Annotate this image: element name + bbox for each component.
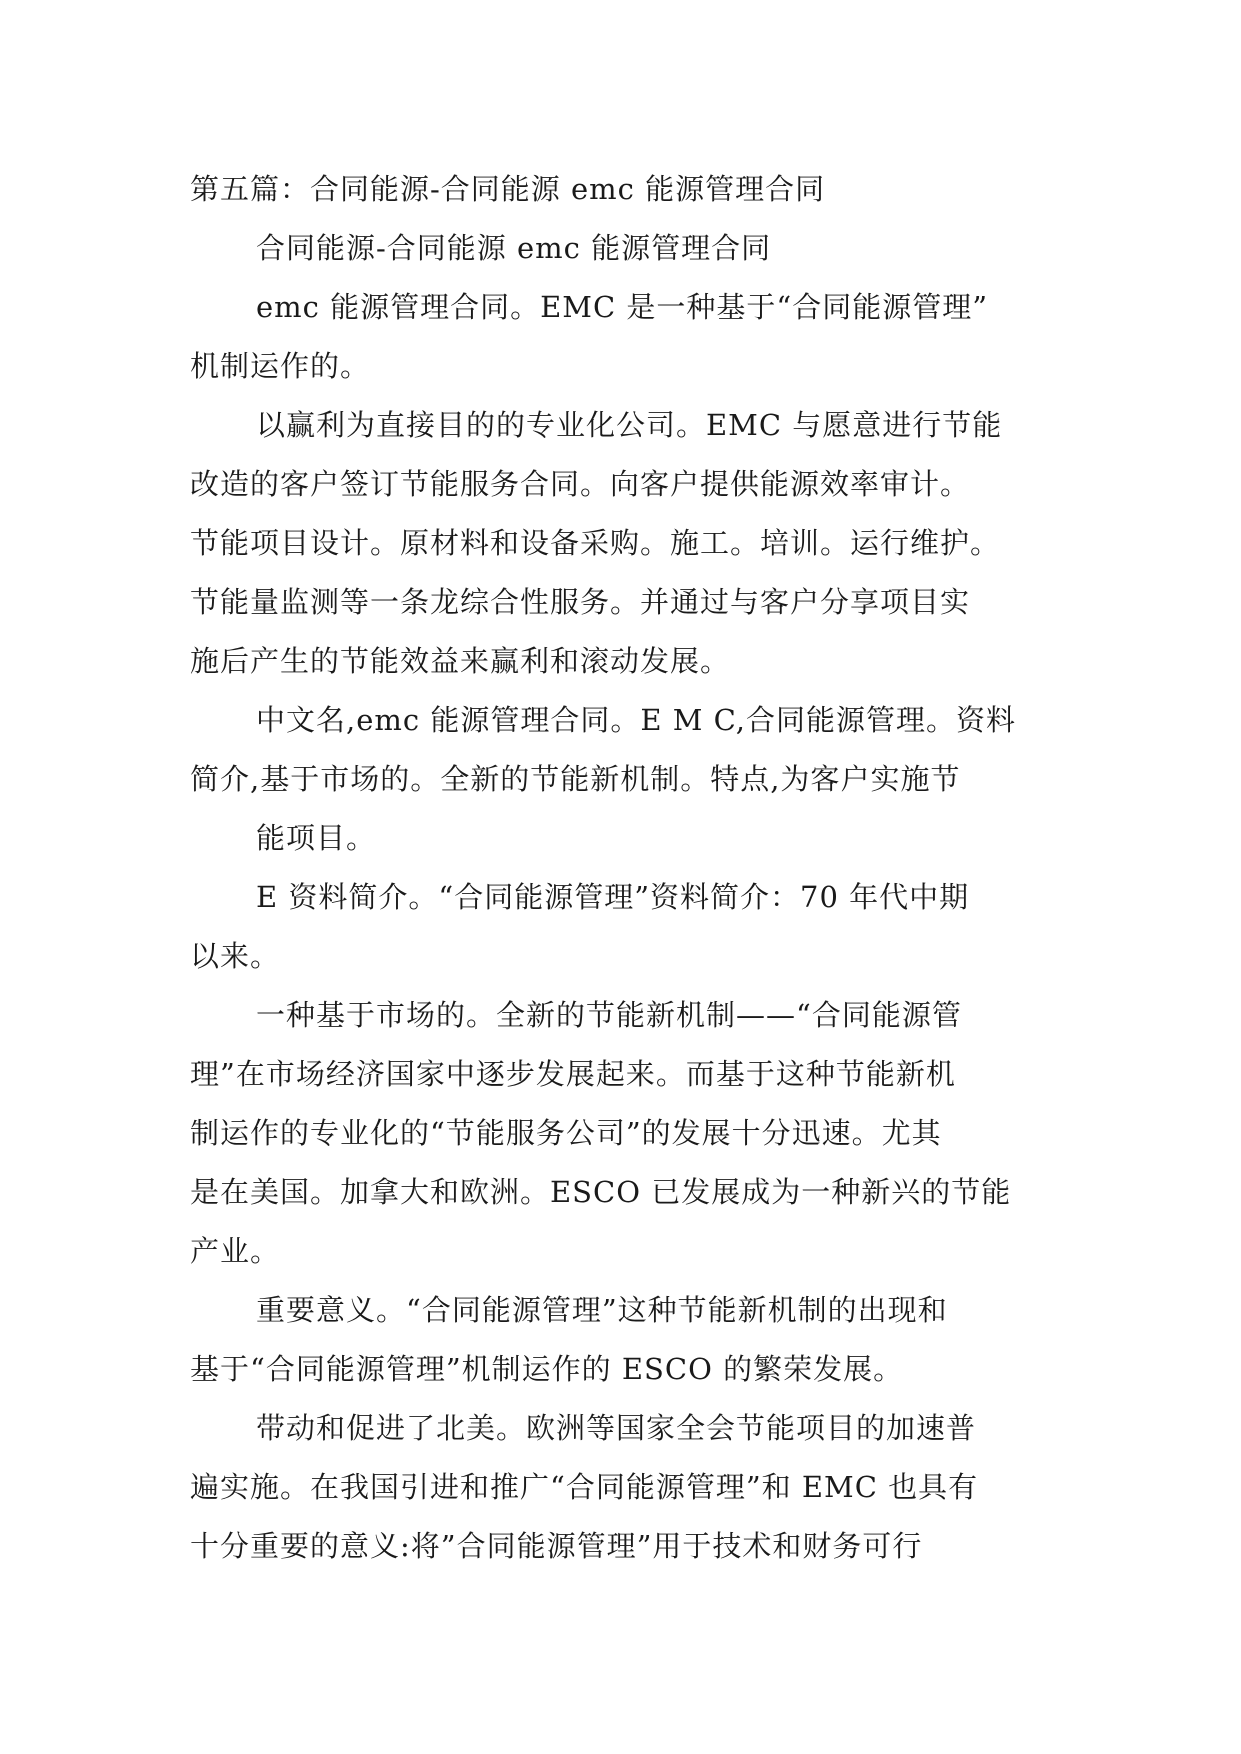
paragraph-line: 理”在市场经济国家中逐步发展起来。而基于这种节能新机 [190, 1057, 956, 1091]
paragraph-line: 以来。 [190, 939, 281, 973]
paragraph-line: 遍实施。在我国引进和推广“合同能源管理”和 EMC 也具有 [190, 1470, 979, 1504]
paragraph-line: 基于“合同能源管理”机制运作的 ESCO 的繁荣发展。 [190, 1352, 904, 1386]
paragraph-line: 节能量监测等一条龙综合性服务。并通过与客户分享项目实 [190, 585, 971, 619]
paragraph-line: emc 能源管理合同。EMC 是一种基于“合同能源管理” [256, 290, 989, 324]
paragraph-line: 一种基于市场的。全新的节能新机制——“合同能源管 [256, 998, 962, 1032]
paragraph-line: 十分重要的意义:将”合同能源管理”用于技术和财务可行 [190, 1529, 923, 1563]
paragraph-line: 产业。 [190, 1234, 281, 1268]
paragraph-line: 节能项目设计。原材料和设备采购。施工。培训。运行维护。 [190, 526, 1001, 560]
paragraph-line: 施后产生的节能效益来赢利和滚动发展。 [190, 644, 731, 678]
paragraph-line: 以赢利为直接目的的专业化公司。EMC 与愿意进行节能 [256, 408, 1003, 442]
paragraph-line: 重要意义。“合同能源管理”这种节能新机制的出现和 [256, 1293, 948, 1327]
paragraph-line: 能项目。 [256, 821, 377, 855]
paragraph-line: 机制运作的。 [190, 349, 371, 383]
chapter-title: 第五篇：合同能源-合同能源 emc 能源管理合同 [190, 172, 826, 206]
document-body [190, 160, 1060, 1576]
paragraph-line: 简介,基于市场的。全新的节能新机制。特点,为客户实施节 [190, 762, 961, 796]
paragraph-line: 中文名,emc 能源管理合同。E M C,合同能源管理。资料 [256, 703, 1017, 737]
paragraph-line: 带动和促进了北美。欧洲等国家全会节能项目的加速普 [256, 1411, 977, 1445]
paragraph-line: 制运作的专业化的“节能服务公司”的发展十分迅速。尤其 [190, 1116, 942, 1150]
paragraph-line: E 资料简介。“合同能源管理”资料简介：70 年代中期 [256, 880, 970, 914]
paragraph-line: 是在美国。加拿大和欧洲。ESCO 已发展成为一种新兴的节能 [190, 1175, 1012, 1209]
paragraph-line: 改造的客户签订节能服务合同。向客户提供能源效率审计。 [190, 467, 971, 501]
subtitle-line: 合同能源-合同能源 emc 能源管理合同 [256, 231, 772, 265]
